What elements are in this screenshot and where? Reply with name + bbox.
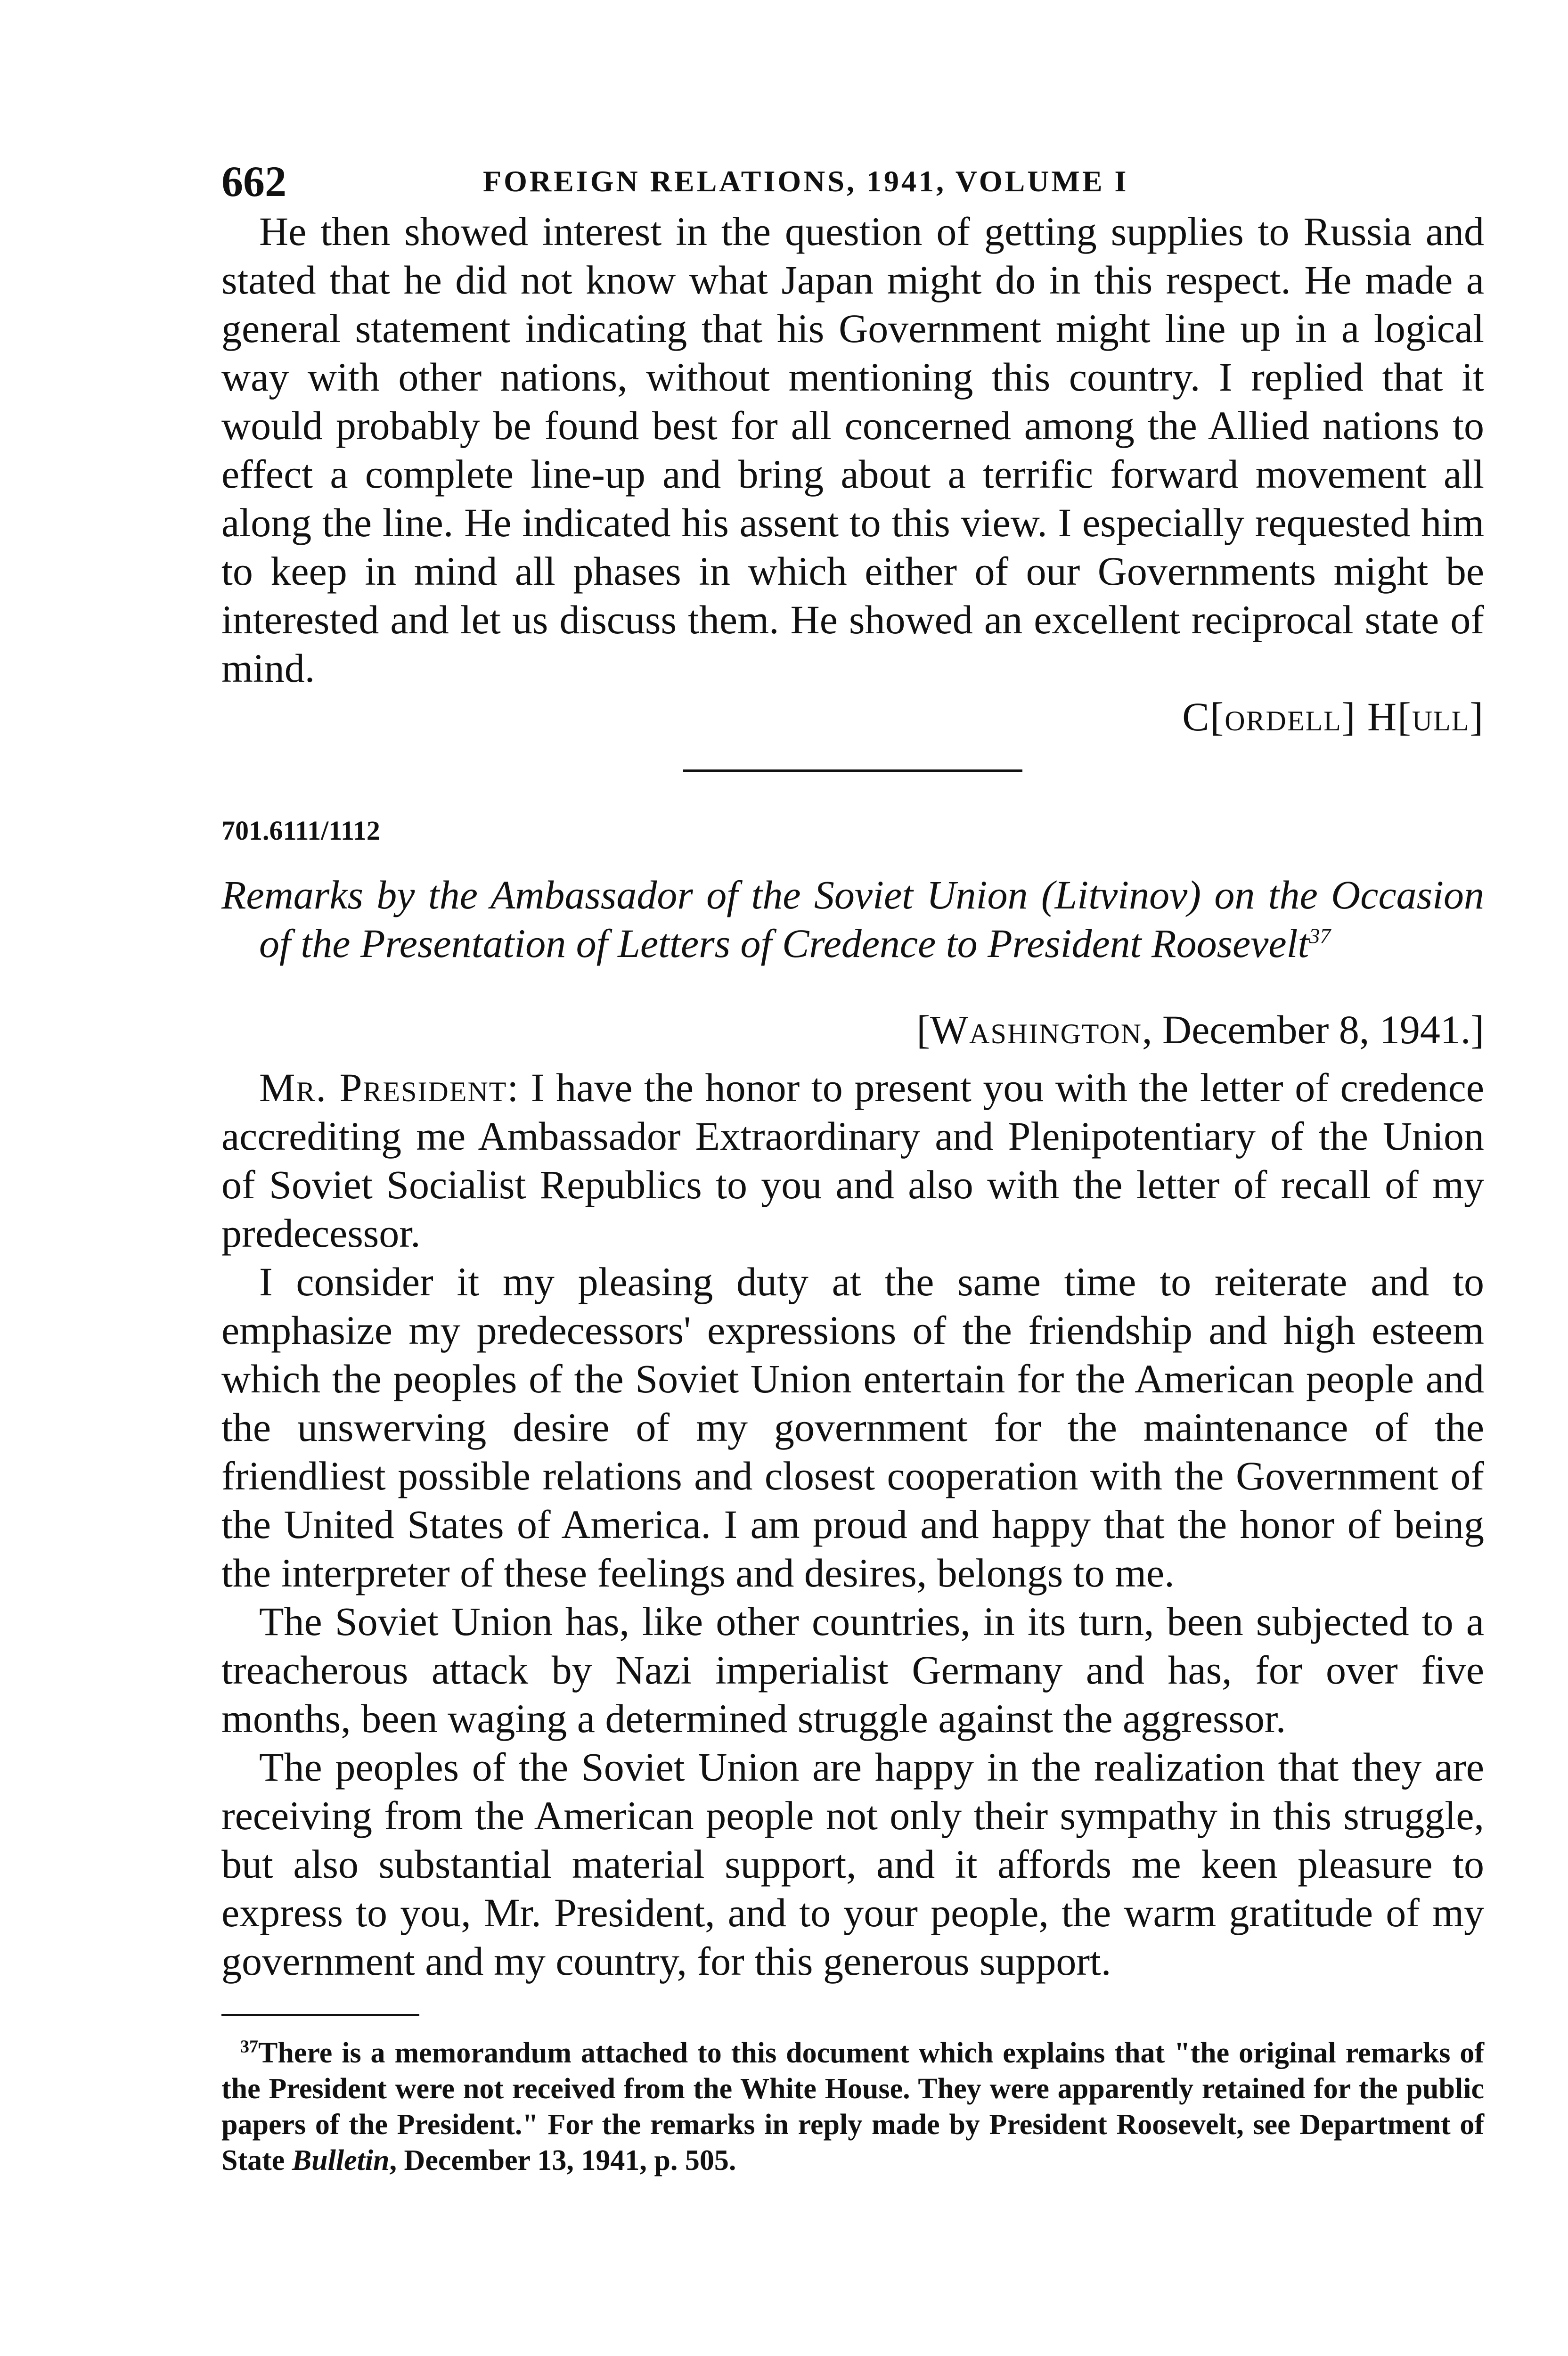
paragraph: He then showed interest in the question of getting supplies to Russia and stated that he did not know what Japan might do in this respect. He made a general statement indicating that his Government might line up in a logical way with other nations, without mentioning this country. I replied that it would probably be found best for all concerned among the Allied nations to effect a complete line-up and bring about a terrific forward movement all along the line. He indicated his assent to this view. I especially requested him to keep in mind all phases in which either of our Governments might be interested and let us discuss them. He showed an excellent reciprocal state of mind. bbox=[221, 209, 1484, 691]
footnote-reference: 37 bbox=[1309, 924, 1331, 948]
paragraph: The peoples of the Soviet Union are happy in the realization that they are receiving from the American people not only their sympathy in this struggle, but also substantial material support, and it affords me keen pleasure to express to you, Mr. President, and to your people, the warm gratitude of my government and my country, for this generous support. bbox=[221, 1744, 1484, 1984]
paragraph-text: I have the honor to present you with the letter of credence accrediting me Ambassador Extraordinary and Plenipotentiary of the Union of Soviet Socialist Republics to you and also with the letter of recall of my predecessor. bbox=[221, 1065, 1484, 1256]
page-number: 662 bbox=[221, 157, 286, 205]
previous-document-continuation bbox=[221, 207, 1484, 693]
running-title: FOREIGN RELATIONS, 1941, VOLUME I bbox=[483, 164, 1129, 198]
footnote bbox=[221, 2035, 1484, 2178]
salutation: Mr. President: bbox=[259, 1065, 520, 1110]
dateline bbox=[221, 1006, 1484, 1054]
footnote-divider bbox=[221, 2014, 419, 2016]
footnote-text bbox=[221, 2035, 1484, 2178]
document-title bbox=[221, 871, 1484, 968]
document-page bbox=[221, 155, 1484, 2178]
footnote-italic: Bulletin bbox=[292, 2144, 390, 2176]
footnote-text-before: There is a memorandum attached to this document which explains that "the original remarks of the President were not received from the White House. They were apparently retained for the public papers of the President." For the remarks in reply made by President Roosevelt, see Department of State bbox=[221, 2037, 1484, 2176]
footnote-text-after: , December 13, 1941, p. 505. bbox=[389, 2144, 736, 2176]
signature: C[ordell] H[ull] bbox=[1182, 694, 1484, 739]
file-number: 701.6111/1112 bbox=[221, 815, 380, 846]
running-header bbox=[221, 155, 1484, 207]
section-divider bbox=[683, 769, 1022, 772]
paragraph: The Soviet Union has, like other countries, in its turn, been subjected to a treacherous attack by Nazi imperialist Germany and has, for over five months, been waging a determined struggle against the aggressor. bbox=[221, 1599, 1484, 1741]
dateline-date: , December 8, 1941.] bbox=[1142, 1007, 1484, 1052]
document-title-text: Remarks by the Ambassador of the Soviet Union (Litvinov) on the Occasion of the Presentation of Letters of Credence to President Roosevelt bbox=[221, 872, 1484, 966]
footnote-mark: 37 bbox=[240, 2037, 258, 2057]
dateline-place: Washington bbox=[930, 1007, 1143, 1052]
paragraph: I consider it my pleasing duty at the same time to reiterate and to emphasize my predecessors' expressions of the friendship and high esteem which the peoples of the Soviet Union entertain for the American people and the unswerving desire of my government for the maintenance of the friendliest possible relations and closest cooperation with the Government of the United States of America. I am proud and happy that the honor of being the interpreter of these feelings and desires, belongs to me. bbox=[221, 1259, 1484, 1595]
dateline-open-bracket: [ bbox=[916, 1007, 930, 1052]
document-body bbox=[221, 1063, 1484, 1986]
paragraph bbox=[221, 1063, 1484, 1258]
